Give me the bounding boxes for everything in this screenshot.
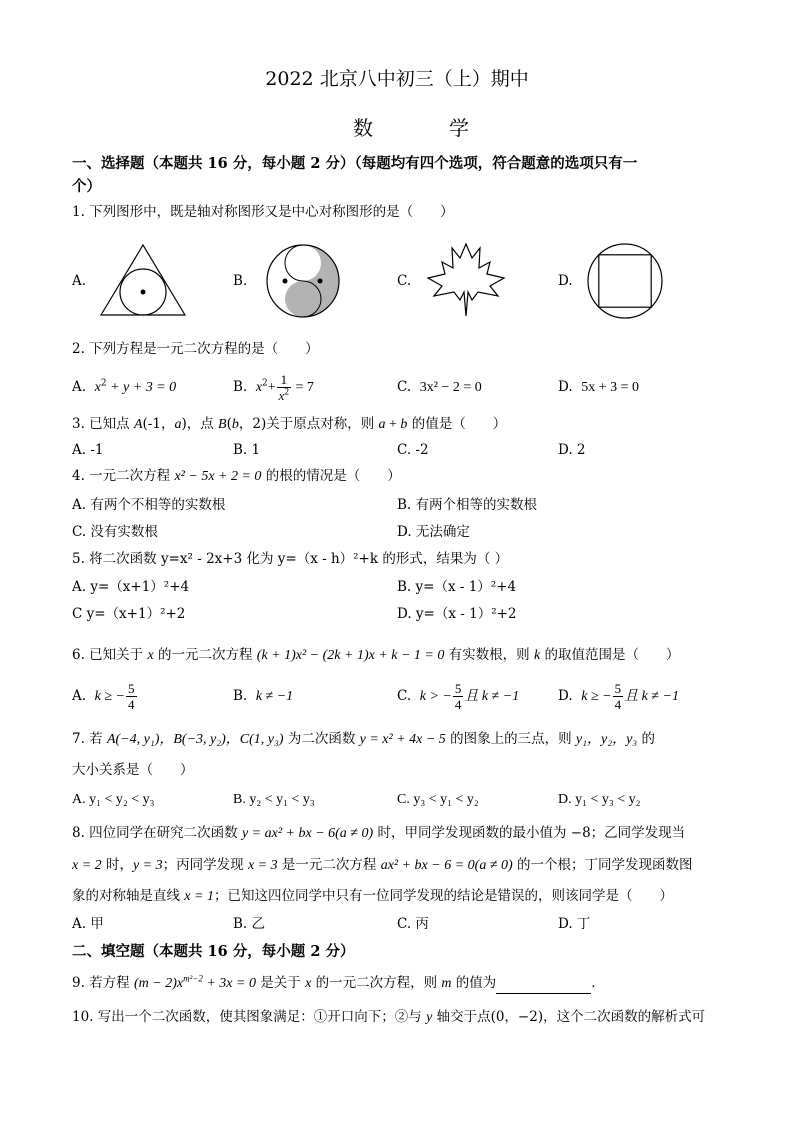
q7-option-a: A. y₁ < y₂ < y₃ <box>72 792 155 807</box>
q6-stem: 6. 已知关于 x 的一元二次方程 (k + 1)x² − (2k + 1)x + k − 1 = 0 有实数根，则 k 的取值范围是（ ） <box>72 647 680 663</box>
q4-option-c: C. 没有实数根 <box>72 524 158 540</box>
q8-stem-line3: 象的对称轴是直线 x = 1；已知这四位同学中只有一位同学发现的结论是错误的，则该同学是（ ） <box>72 888 673 904</box>
q1-stem: 1. 下列图形中，既是轴对称图形又是中心对称图形的是（ ） <box>72 204 454 220</box>
q7-stem-cont: 大小关系是（ ） <box>72 762 194 778</box>
q4-stem: 4. 一元二次方程 x² − 5x + 2 = 0 的根的情况是（ ） <box>72 468 401 484</box>
q4-option-a: A. 有两个不相等的实数根 <box>72 497 226 513</box>
q6-option-b: B. k ≠ −1 <box>233 688 294 704</box>
q1-option-d-label: D. <box>558 273 573 289</box>
q7-option-c: C. y₃ < y₁ < y₂ <box>397 792 479 807</box>
q9-stem: 9. 若方程 $(m - 2)x^{m^2-2} + 3x = 0$ 是关于 x 的一元二次方程，则 m 的值为 ． <box>72 973 605 994</box>
q2-option-d: D. 5x + 3 = 0 <box>558 379 640 395</box>
q7-option-b: B. y₂ < y₁ < y₃ <box>233 792 315 807</box>
q6-option-c: C. k > − $\frac{5}{4}$ 且 k ≠ −1 <box>397 681 520 712</box>
triangle-incircle-icon <box>98 240 188 320</box>
q7-stem: 7. 若 A(−4, y₁)，B(−3, y₂)，C(1, y₃) 为二次函数 y = x² + 4x − 5 的图象上的三点，则 y₁，y₂，y₃ 的 <box>72 731 655 747</box>
section2-heading: 二、填空题（本题共 16 分，每小题 2 分） <box>72 943 355 960</box>
q3-option-c: C. -2 <box>397 442 429 458</box>
q9-answer-blank[interactable] <box>496 979 591 994</box>
q1-option-c-label: C. <box>397 273 412 289</box>
section1-heading: 一、选择题（本题共 16 分，每小题 2 分）（每题均有四个选项，符合题意的选项只有一 <box>72 155 638 172</box>
q5-stem: 5. 将二次函数 y=x² - 2x+3 化为 y=（x - h）²+k 的形式，结果为（ ） <box>72 551 509 567</box>
q8-option-c: C. 丙 <box>397 916 429 932</box>
q6-option-d: D. k ≥ − $\frac{5}{4}$ 且 k ≠ −1 <box>558 681 679 712</box>
q3-option-d: D. 2 <box>558 442 586 458</box>
q6-option-a: A. k ≥ − $\frac{5}{4}$ <box>72 681 135 712</box>
section1-heading-cont: 个） <box>72 178 101 195</box>
q5-option-d: D. y=（x - 1）²+2 <box>397 606 517 622</box>
q8-stem: 8. 四位同学在研究二次函数 y = ax² + bx − 6(a ≠ 0) 时，甲同学发现函数的最小值为 −8；乙同学发现当 <box>72 825 686 841</box>
subject-title: 数 学 <box>353 116 497 140</box>
page-title: 2022 北京八中初三（上）期中 <box>265 68 529 90</box>
q3-stem: 3. 已知点 A(-1，a)，点 B(b，2)关于原点对称，则 a + b 的值是（ ） <box>72 416 507 432</box>
q2-stem: 2. 下列方程是一元二次方程的是（ ） <box>72 341 319 357</box>
q8-stem-line2: x = 2 时，y = 3；丙同学发现 x = 3 是一元二次方程 ax² + bx − 6 = 0(a ≠ 0) 的一个根；丁同学发现函数图 <box>72 857 693 873</box>
q5-option-c: C y=（x+1）²+2 <box>72 606 186 622</box>
q2-option-b: B. $x^2+$ $\frac{1}{x^2}$ = 7 <box>233 372 314 403</box>
q1-option-b-label: B. <box>233 273 248 289</box>
q5-option-a: A. y=（x+1）²+4 <box>72 579 190 595</box>
q7-option-d: D. y₁ < y₃ < y₂ <box>558 792 641 807</box>
q8-option-d: D. 丁 <box>558 916 591 932</box>
q8-option-b: B. 乙 <box>233 916 266 932</box>
q2-option-a: A. $x^2 + y + 3 = 0$ <box>72 378 177 395</box>
yin-yang-icon <box>263 242 343 320</box>
q4-option-b: B. 有两个相等的实数根 <box>397 497 538 513</box>
circle-square-icon <box>585 241 665 321</box>
q5-option-b: B. y=（x - 1）²+4 <box>397 579 517 595</box>
maple-leaf-icon <box>420 238 512 320</box>
q3-option-b: B. 1 <box>233 442 261 458</box>
q10-stem: 10. 写出一个二次函数，使其图象满足：①开口向下；②与 y 轴交于点(0，−2)，这个二次函数的解析式可 <box>72 1009 706 1025</box>
q1-option-a-label: A. <box>72 273 87 289</box>
q4-option-d: D. 无法确定 <box>397 524 470 540</box>
q8-option-a: A. 甲 <box>72 916 104 932</box>
q2-option-c: C. 3x² − 2 = 0 <box>397 379 482 395</box>
q3-option-a: A. -1 <box>72 442 104 458</box>
